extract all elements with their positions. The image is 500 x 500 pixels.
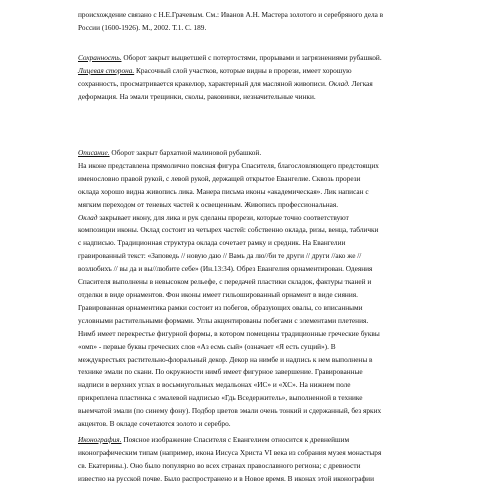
text-line: надписи в верхних углах в восьмиугольных медальонах «ИС» и «ХС». На нижнем поле bbox=[78, 380, 351, 390]
text-line: Иконография. Поясное изображение Спасителя с Евангелием относится к древнейшим bbox=[78, 435, 350, 444]
iconography-paragraph bbox=[78, 434, 480, 486]
text-line: Сохранность. Оборот закрыт выцветшей с потертостями, прорывами и загрязнениями рубашкой. bbox=[78, 53, 382, 62]
oklad-heading: Оклад bbox=[78, 212, 98, 222]
text-line: междукрестьях растительно-флоральный декор. Декор на нимбе и надпись к нем выполнены в bbox=[78, 354, 373, 364]
text-line: Оклад закрывает икону, для лика и рук сделаны прорези, которые точно соответствуют bbox=[78, 212, 349, 222]
text-line: возлюбихъ // вы да и вы//любите себе» (Ин.13:34). Обрез Евангелия орнаментирован. Одеяния bbox=[78, 264, 373, 274]
text-line: композиции иконы. Оклад состоит из четырех частей: собственно оклада, ризы, венца, таблички bbox=[78, 225, 379, 235]
text-line: условными растительными формами. Углы акцентированы побегами с элементами плетения. bbox=[78, 315, 369, 325]
text-line: известно на русской почве. Было распространено и в Новое время. В иконах этой иконографии bbox=[78, 473, 374, 483]
text-line: акцентов. В окладе сочетаются золото и серебро. bbox=[78, 419, 231, 429]
condition-label: Сохранность. bbox=[78, 53, 122, 62]
text-line: гравированный текст: «Заповедь // новую даю // Вамь да лю//би те други // други //ако же // bbox=[78, 251, 362, 261]
text-line: деформация. На эмали трещинки, сколы, раковинки, незначительные чинки. bbox=[78, 91, 316, 101]
text-line: оклада хорошо видна живопись лика. Манера письма иконы «академическая». Лик написан с bbox=[78, 186, 369, 196]
condition-paragraph bbox=[78, 52, 480, 104]
text-line: России (1600-1926). М., 2002. Т.1. С. 189. bbox=[78, 22, 207, 32]
text-line: Гравированная орнаментика рамки состоит из побегов, образующих овалы, со вписанными bbox=[78, 302, 363, 312]
text-line: Нимб имеет перекрестье фигурной формы, в котором помещены традиционные греческие буквы bbox=[78, 328, 380, 338]
text-line: с надписью. Традиционная структура оклада сочетает рамку и средник. На Евангелии bbox=[78, 238, 346, 248]
text-line: На иконе представлена прямолично поясная фигура Спасителя, благословляющего предстоящих bbox=[78, 160, 379, 170]
text-line: иконографическим типам (например, икона Иисуса Христа VI века из собрания музея монастыря bbox=[78, 447, 382, 457]
text-line: «омn» - первые буквы греческих слов «Аз есмь сый» (означает «Я есть сущий»). В bbox=[78, 341, 336, 351]
text-line: мягким переходом от теневых частей к освещенным. Живопись профессиональная. bbox=[78, 199, 339, 209]
intro-paragraph bbox=[78, 9, 480, 35]
text-line: происхождение связано с Н.Е.Грачевым. См.: Иванов А.Н. Мастера золотого и серебряного дела в bbox=[78, 10, 384, 19]
text-line: прикреплена пластинка с эмалевой надписью «Гдь Вседержитель», выполненной в технике bbox=[78, 393, 363, 403]
text-line: Лицевая сторона. Красочный слой участков, которые видны в прорези, имеет хорошую bbox=[78, 65, 352, 75]
text-line: св. Екатерины.). Оно было популярно во всех странах православного региона; с древности bbox=[78, 460, 361, 470]
text-line: именословно правой рукой, с левой рукой, держащей открытое Евангелие. Сквозь прорези bbox=[78, 173, 361, 183]
text-line: технике эмали по скани. По окружности нимб имеет фигурное завершение. Гравированные bbox=[78, 367, 363, 377]
iconography-label: Иконография. bbox=[78, 435, 122, 444]
oklad-label: Оклад. bbox=[326, 78, 350, 88]
text-line: сохранность, просматривается кракелюр, характерный для масляной живописи. Оклад. Легкая bbox=[78, 78, 373, 88]
face-side-label: Лицевая сторона. bbox=[78, 65, 135, 75]
text-line: отделки в виде орнаментов. Фон иконы имеет гильошированный орнамент в виде сияния. bbox=[78, 289, 358, 299]
description-paragraph bbox=[78, 147, 480, 431]
text-line: Спасителя выполнены в невысоком рельефе, с передачей пластики складок, фактуры тканей и bbox=[78, 277, 372, 287]
text-line: Описание. Оборот закрыт бархатной малиновой рубашкой. bbox=[78, 148, 262, 157]
description-label: Описание. bbox=[78, 148, 110, 157]
text-line: выемчатой эмали (по синему фону). Подбор цветов эмали очень тонкий и сдержанный, без ярких bbox=[78, 406, 382, 416]
